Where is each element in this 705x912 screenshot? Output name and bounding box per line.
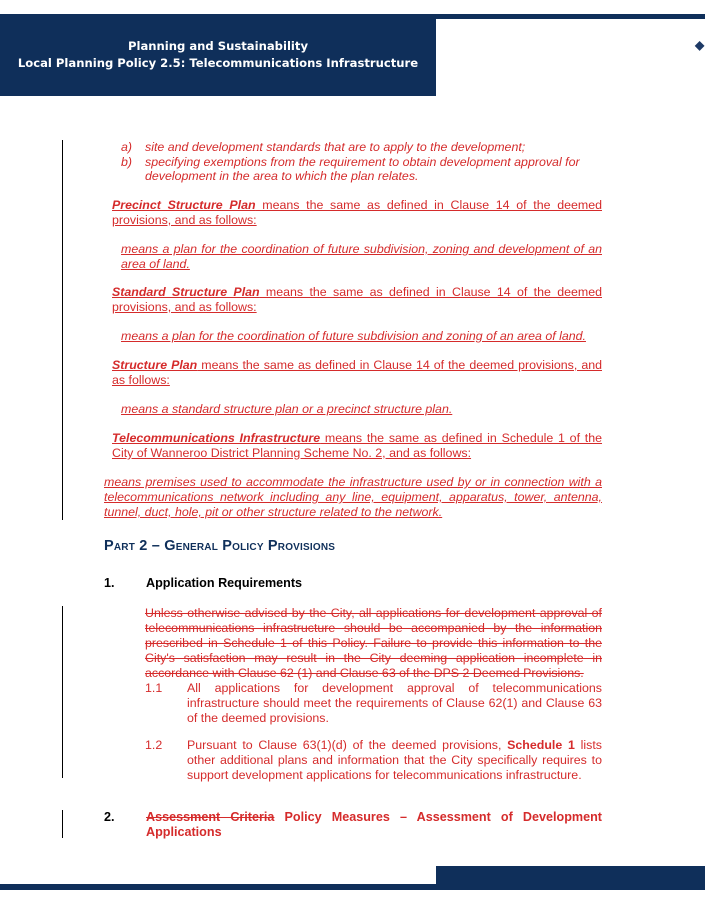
header-line-2: Local Planning Policy 2.5: Telecommunications Infrastructure (17, 56, 419, 70)
definition-quote: means premises used to accommodate the infrastructure used by or in connection with a telecommunications network including any line, equipment, apparatus, tower, antenna, tunnel, duct, hole, pit or other structure related to the network. (104, 475, 602, 519)
clause-text-b: lists other additional plans and information that the City specifically requires to support development applications for telecommunications infrastructure. (187, 738, 602, 782)
footer-line (8, 884, 705, 890)
footer-white-area (0, 866, 436, 884)
definition-quote: means a plan for the coordination of future subdivision, zoning and development of an area of land. (121, 242, 602, 271)
definition-term: Structure Plan (112, 358, 198, 372)
logo-icon: ◆ (695, 38, 705, 52)
clause-schedule-ref: Schedule 1 (507, 738, 575, 752)
section-number: 2. (104, 810, 115, 824)
change-bar (62, 140, 63, 520)
clause-number: 1.1 (145, 681, 163, 695)
definition-term: Standard Structure Plan (112, 285, 260, 299)
clause-number: 1.2 (145, 738, 163, 752)
part-heading: Part 2 – General Policy Provisions (104, 538, 336, 554)
definition-term: Telecommunications Infrastructure (112, 431, 321, 445)
definition-precinct-structure-plan (112, 198, 602, 228)
definition-term: Precinct Structure Plan (112, 198, 256, 212)
deleted-title: Assessment Criteria (146, 810, 275, 824)
definition-standard-structure-plan (112, 285, 602, 315)
deleted-paragraph: Unless otherwise advised by the City, all applications for development approval of telecommunications infrastructure should be accompanied by the information prescribed in Schedule 1 of this Policy. Failure to provide this information to the City's satisfaction may result in the City deeming application incomplete in accordance with Clause 62 (1) and Clause 63 of the DPS 2 Deemed Provisions. (145, 606, 602, 680)
clause-text (187, 738, 602, 783)
definition-structure-plan (112, 358, 602, 388)
header-logo-area (436, 19, 705, 96)
section-number: 1. (104, 576, 115, 590)
definition-lead: means the same as defined in Clause 14 of the deemed provisions, and as follows: (112, 198, 602, 227)
clause-text-a: Pursuant to Clause 63(1)(d) of the deemed provisions, (187, 738, 508, 752)
list-item-label: b) (121, 155, 133, 169)
list-item-text: specifying exemptions from the requirement to obtain development approval for development in the area to which the plan relates. (145, 155, 580, 183)
definition-quote: means a plan for the coordination of future subdivision and zoning of an area of land. (121, 329, 586, 343)
section-title (146, 810, 602, 840)
definition-lead: means the same as defined in Clause 14 of the deemed provisions, and as follows: (112, 285, 602, 314)
change-bar (62, 810, 63, 838)
new-title: Policy Measures – Assessment of Development Applications (146, 810, 602, 839)
list-item-label: a) (121, 140, 133, 154)
page-header (0, 14, 705, 96)
definition-quote: means a standard structure plan or a precinct structure plan. (121, 402, 453, 416)
list-item-text: site and development standards that are to apply to the development; (145, 140, 526, 154)
change-bar (62, 606, 63, 778)
definition-lead: means the same as defined in Schedule 1 of the City of Wanneroo District Planning Scheme No. 2, and as follows: (112, 431, 603, 460)
header-title (0, 14, 436, 96)
definition-lead: means the same as defined in Clause 14 of the deemed provisions, and as follows: (112, 358, 602, 387)
clause-text: All applications for development approval of telecommunications infrastructure should meet the requirements of Clause 62(1) and Clause 63 of the deemed provisions. (187, 681, 602, 725)
section-title: Application Requirements (146, 576, 303, 590)
definition-telecommunications-infrastructure (112, 431, 602, 461)
header-line-1: Planning and Sustainability (127, 39, 309, 53)
